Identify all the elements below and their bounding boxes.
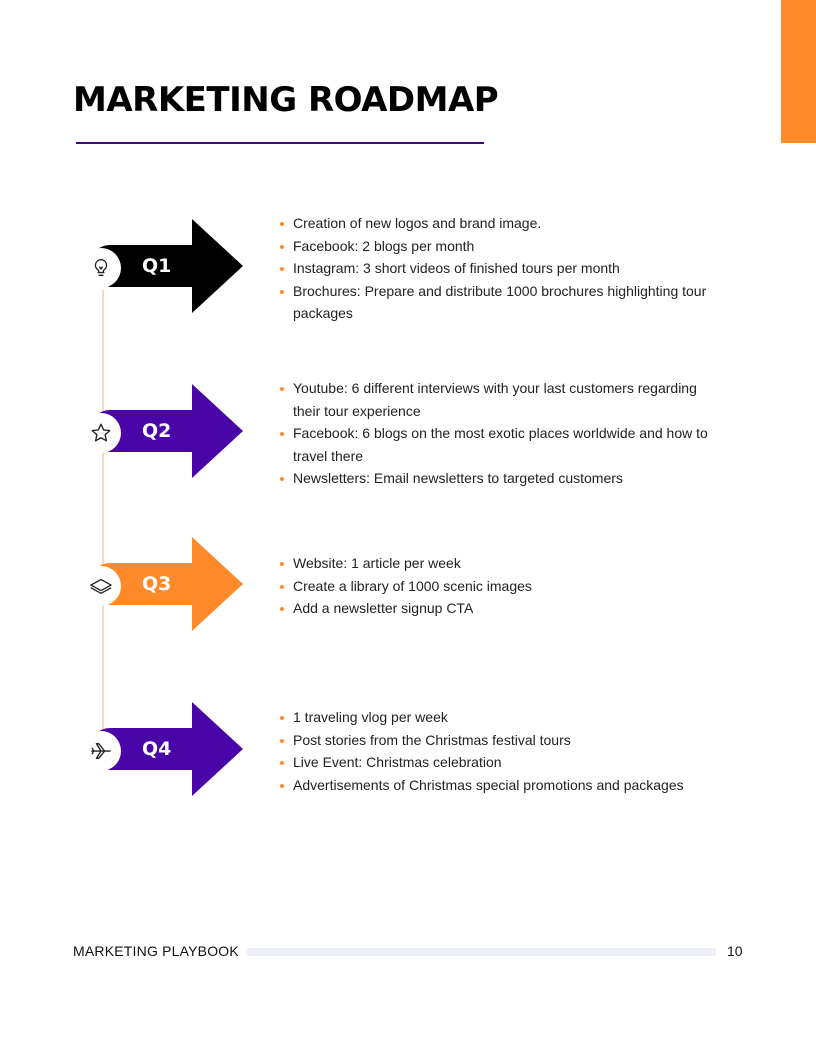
list-item (280, 235, 740, 258)
airplane-icon (81, 731, 121, 771)
list-item (280, 774, 740, 797)
phase-q3-badge (73, 537, 243, 631)
list-item-text: Live Event: Christmas celebration (293, 754, 502, 770)
phase-label: Q2 (142, 420, 172, 442)
list-item (280, 575, 740, 598)
phase-q1-item-list (280, 212, 740, 325)
list-item (280, 751, 740, 774)
phase-q4-badge (73, 702, 243, 796)
page-number: 10 (727, 943, 743, 959)
timeline-connector-line (102, 290, 104, 730)
list-item-text: Brochures: Prepare and distribute 1000 brochures highlighting tour packages (293, 282, 707, 321)
list-item-text: Create a library of 1000 scenic images (293, 577, 532, 594)
list-item-text: Facebook: 6 blogs on the most exotic places worldwide and how to travel there (293, 425, 708, 464)
phase-q2-badge (73, 384, 243, 478)
list-item-text: Newsletters: Email newsletters to targeted customers (293, 470, 623, 486)
list-item (280, 552, 740, 575)
phase-q3-item-list (280, 552, 740, 620)
list-item-text: 1 traveling vlog per week (293, 709, 448, 725)
title-underline (76, 142, 484, 144)
list-item (280, 597, 740, 620)
list-item-text: Website: 1 article per week (293, 555, 461, 571)
list-item-text: Creation of new logos and brand image. (293, 215, 542, 231)
corner-accent-bar (781, 0, 816, 143)
phase-label: Q3 (142, 573, 172, 595)
list-item (280, 422, 738, 467)
list-item-text: Instagram: 3 short videos of finished tours per month (293, 260, 620, 276)
footer-label: MARKETING PLAYBOOK (73, 943, 239, 959)
layers-icon (81, 566, 121, 606)
phase-q4-item-list (280, 706, 740, 796)
list-item (280, 377, 723, 422)
list-item-text: Youtube: 6 different interviews with your last customers regarding their tour experience (293, 380, 697, 419)
list-item-text: Add a newsletter signup CTA (293, 600, 474, 616)
list-item-text: Advertisements of Christmas special promotions and packages (293, 776, 684, 793)
list-item (280, 467, 740, 490)
list-item (280, 212, 740, 235)
phase-q1-badge (73, 219, 243, 313)
phase-label: Q1 (142, 255, 172, 277)
star-icon (81, 413, 121, 453)
list-item (280, 706, 740, 729)
phase-label: Q4 (142, 738, 172, 760)
list-item (280, 257, 740, 280)
list-item-text: Facebook: 2 blogs per month (293, 237, 475, 254)
list-item-text: Post stories from the Christmas festival tours (293, 731, 571, 748)
footer-divider-bar (246, 948, 716, 956)
list-item (280, 280, 713, 325)
lightbulb-icon (81, 248, 121, 288)
phase-q2-item-list (280, 377, 740, 490)
page-title: MARKETING ROADMAP (73, 80, 499, 120)
list-item (280, 729, 740, 752)
